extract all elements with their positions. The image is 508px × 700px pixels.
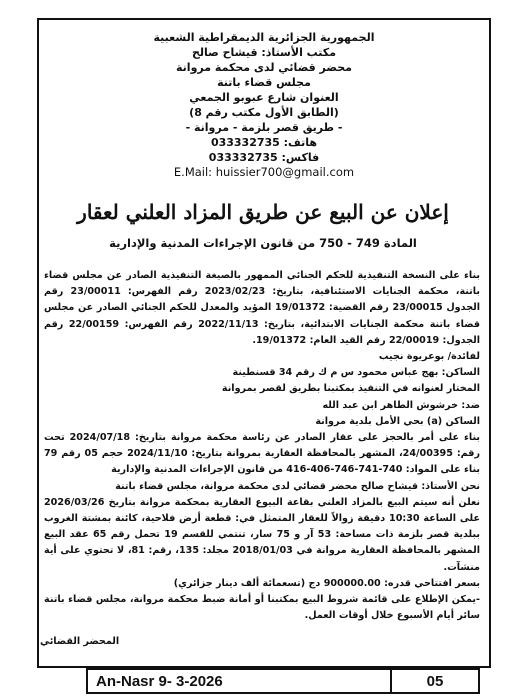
judgment-paragraph: بناء على النسخة التنفيذية للحكم الجنائي الممهور بالصيغة التنفيذية الصادر عن مجلس قضاء باتنة، محكمة الجنايات الاستئنافية، بتاريخ: 2023/02/23 رقم الفهرس: 23/00011 رقم الجدول 23/00015 رقم القضية: 19/01372 المؤيد والمعدل للحكم الجنائي الصادر عن مجلس قضاء باتنة محكمة الجنايات الابتدائية، بتاريخ: 2022/11/13 رقم الفهرس: 22/00159 رقم الجدول: 22/00019 رقم القيد العام: 19/01372. xyxy=(44,270,480,346)
address-line: العنوان شارع عبوبو الجمعي xyxy=(189,91,339,104)
republic-line: الجمهورية الجزائرية الديمقراطية الشعبية xyxy=(153,31,375,44)
floor-line: (الطابق الأول مكتب رقم 8) xyxy=(189,106,339,119)
phone-line: هاتف: 033332735 xyxy=(210,136,318,149)
seizure-order-paragraph: بناء على أمر بالحجز على عقار الصادر عن رئاسة محكمة مروانة بتاريخ: 2024/07/18 تحت رقم: 24/00395، المشهر بالمحافظة العقارية بمروانة بتاريخ: 2024/11/10 حجم 05 رقم 79 بناء على المواد: 740-741-746-406-416 من قانون الإجراءات المدنية والإدارية xyxy=(44,432,480,476)
bailiff-header xyxy=(37,30,491,180)
beneficiary-line: لفائدة/ بوعريوة نجيب xyxy=(378,351,480,363)
announcement-title: إعلان عن البيع عن طريق المزاد العلني لعقار xyxy=(77,200,449,224)
road-line: - طريق قصر بلزمة - مروانة - xyxy=(185,121,343,134)
office-line: مكتب الأستاذ: قيشاح صالح xyxy=(191,46,337,59)
announcement-body xyxy=(44,268,480,624)
role-line: محضر قضائي لدى محكمة مروانة xyxy=(176,61,352,74)
debtor-line: ضد: خرشوش الطاهر ابن عبد الله xyxy=(322,399,480,411)
fax-line: فاكس: 033332735 xyxy=(208,151,320,164)
signature-label: المحضر القضائي xyxy=(40,636,120,647)
beneficiary-address: الساكن: بهج عباس محمود س م ك رقم 34 قسنطينة xyxy=(232,367,480,379)
page-number: 05 xyxy=(426,672,444,690)
sale-details-paragraph: نعلن أنه سيتم البيع بالمزاد العلني بقاعة البيوع العقارية بمحكمة مروانة بتاريخ 2026/03/26 على الساعة 10:30 دقيقة زوالاً للعقار المتمثل في: قطعة أرض فلاحية، كائنة بمشتة الغروب ببلدية قصر بلزمة ذات مساحة: 53 آر و 75 سار، تنتمي للقسم 19 تحمل رقم 65 عقد البيع المشهر بالمحافظة العقارية مروانة في 2018/01/03 مجلد: 135، رقم: 81، لا تحتوي على أية منشآت. xyxy=(44,496,480,573)
legal-reference: المادة 749 - 750 من قانون الإجراءات المدنية والإدارية xyxy=(109,236,417,250)
debtor-address: الساكن (a) بحي الأمل بلدية مروانة xyxy=(315,415,480,427)
publication-footer xyxy=(86,668,480,694)
starting-price: بسعر افتتاحي قدره: 900000.00 دج (تسعمائة ألف دينار جزائري) xyxy=(173,577,480,589)
publication-name-date: An-Nasr 9- 3-2026 xyxy=(96,672,223,690)
elected-domicile: المختار لعنوانه في التنفيذ بمكتبنا بطريق لقصر بمروانة xyxy=(221,383,480,395)
bailiff-paragraph: نحن الأستاذ: قيشاح صالح محضر قضائي لدى محكمة مروانة، مجلس قضاء باتنة xyxy=(115,480,480,492)
consultation-note: -يمكن الإطلاع على قائمة شروط البيع بمكتبنا أو أمانة ضبط محكمة مروانة، مجلس قضاء باتنة سائر أيام الأسبوع خلال أوقات العمل. xyxy=(44,594,480,622)
email-line: E.Mail: huissier700@gmail.com xyxy=(173,165,355,179)
council-line: مجلس قضاء باتنة xyxy=(217,76,311,89)
